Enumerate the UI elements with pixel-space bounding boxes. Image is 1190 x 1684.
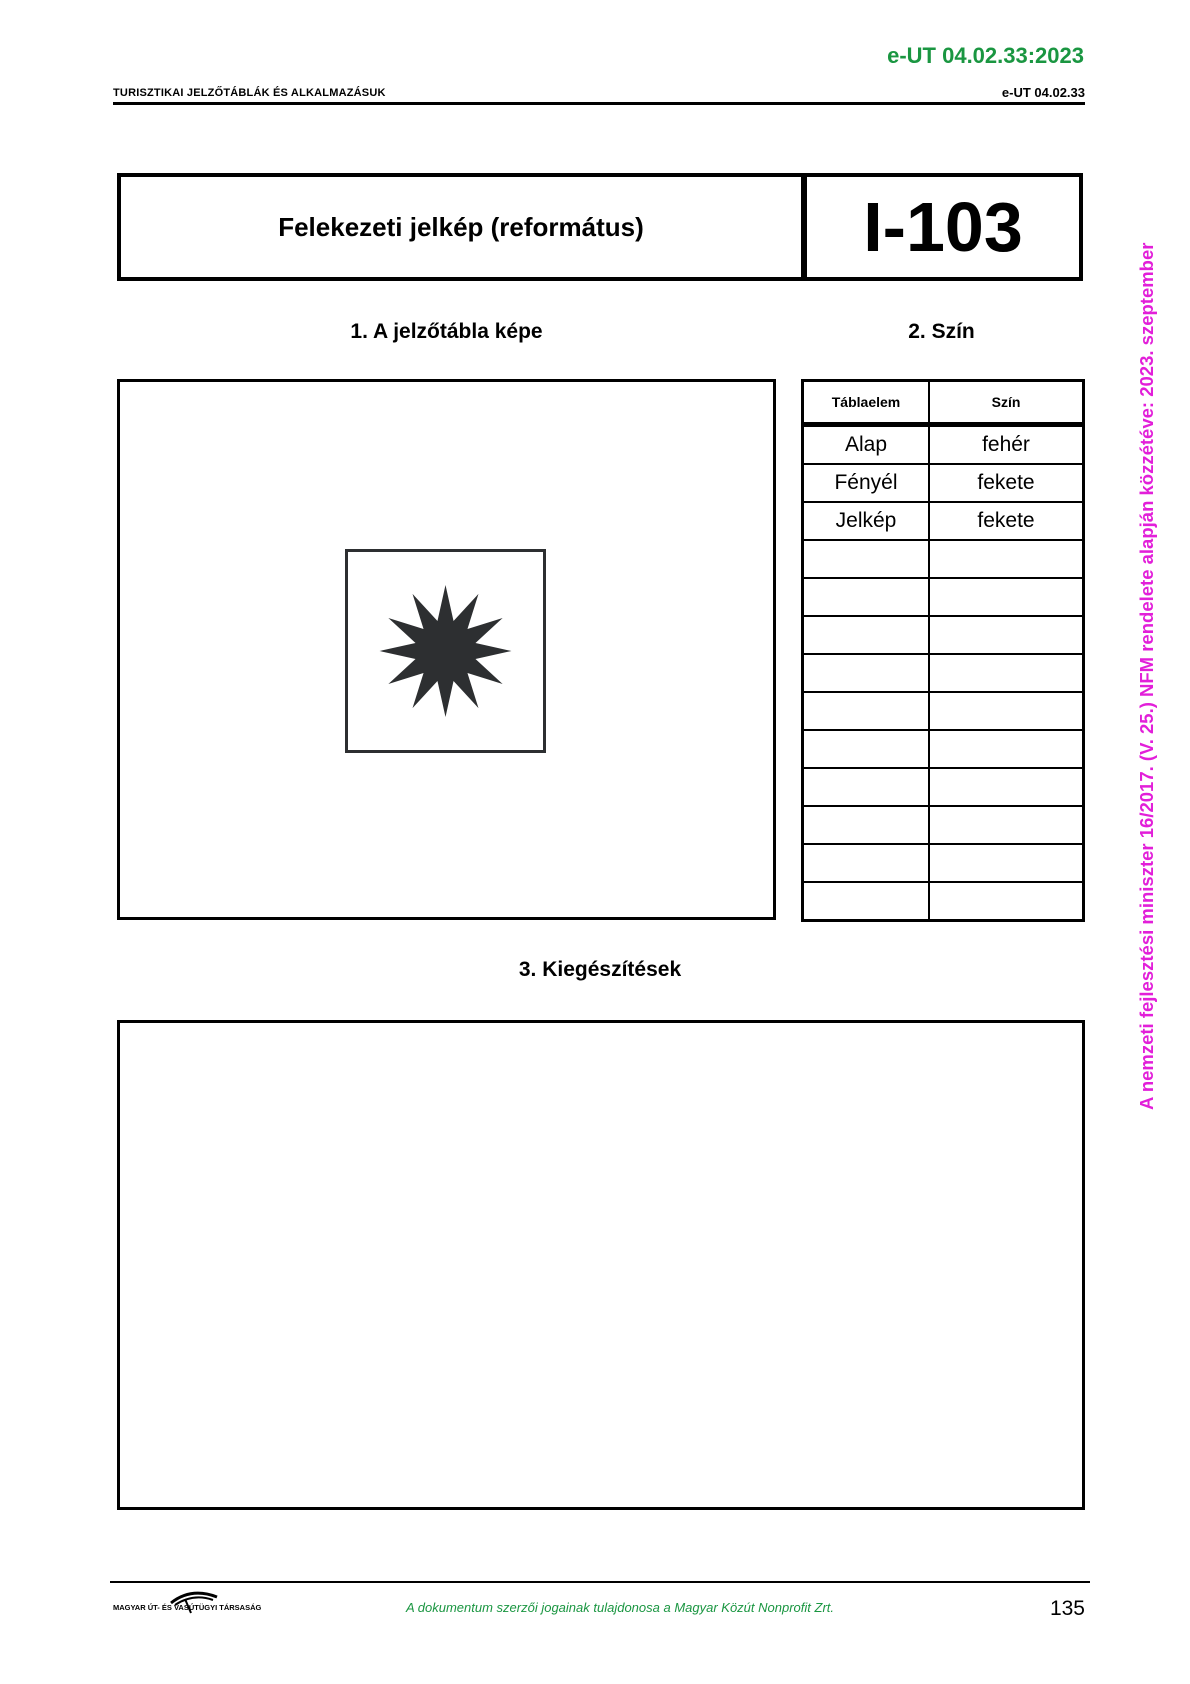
header-rule [113,102,1085,105]
color-table-row [803,425,1084,465]
color-table-cell-color [929,806,1084,844]
color-table-cell-color [929,540,1084,578]
section-heading-sign-image: 1. A jelzőtábla képe [350,320,543,343]
sign-plate [345,549,546,753]
color-table-cell-element: Alap [803,425,930,465]
color-table-row [803,692,1084,730]
supplements-box [117,1020,1085,1510]
publication-side-note: A nemzeti fejlesztési miniszter 16/2017. (V. 25.) NFM rendelete alapján közzétéve: 2023. szeptember [1136,242,1157,1110]
section-heading-supplements: 3. Kiegészítések [518,958,682,981]
document-code: e-UT 04.02.33:2023 [887,43,1084,68]
sign-title-box [117,173,1083,281]
color-table-row [803,806,1084,844]
copyright-notice: A dokumentum szerzői jogainak tulajdonosa a Magyar Közút Nonprofit Zrt. [405,1600,834,1615]
color-table-cell-color [929,654,1084,692]
color-table-cell-element [803,844,930,882]
color-table-header-row [803,381,1084,425]
color-table-cell-color [929,768,1084,806]
color-table-cell-element [803,692,930,730]
color-table-row [803,616,1084,654]
organization-logo-text: MAGYAR ÚT- ÉS VASÚTÜGYI TÁRSASÁG [113,1603,262,1612]
color-table-cell-color: fekete [929,502,1084,540]
sign-code: I-103 [863,188,1023,266]
color-table-cell-element [803,730,930,768]
color-table-cell-element: Fényél [803,464,930,502]
color-table-row [803,882,1084,921]
twelve-point-star-icon [348,552,543,750]
color-table-cell-element [803,768,930,806]
sign-name: Felekezeti jelkép (református) [121,177,807,277]
color-table [801,379,1085,922]
color-table-cell-color: fekete [929,464,1084,502]
color-table-row [803,540,1084,578]
running-header-title: TURISZTIKAI JELZŐTÁBLÁK ÉS ALKALMAZÁSUK [113,87,386,99]
color-table-row [803,578,1084,616]
running-header-code: e-UT 04.02.33 [1001,85,1085,100]
color-table-row [803,768,1084,806]
color-table-row [803,844,1084,882]
color-table-cell-element [803,806,930,844]
section-heading-color: 2. Szín [908,320,975,343]
color-table-row [803,654,1084,692]
color-table-row [803,464,1084,502]
sign-image-panel [117,379,776,920]
color-table-cell-color [929,882,1084,921]
color-table-cell-color [929,730,1084,768]
color-table-cell-color [929,616,1084,654]
color-table-cell-color [929,844,1084,882]
color-table-cell-color: fehér [929,425,1084,465]
color-table-row [803,730,1084,768]
color-table-cell-element [803,616,930,654]
color-table-cell-element: Jelkép [803,502,930,540]
color-table-cell-element [803,882,930,921]
color-table-header-element: Táblaelem [803,381,930,425]
color-table-cell-element [803,654,930,692]
color-table-cell-color [929,578,1084,616]
color-table-cell-element [803,578,930,616]
color-table-row [803,502,1084,540]
color-table-header-color: Szín [929,381,1084,425]
page-number: 135 [1049,1597,1085,1620]
color-table-cell-color [929,692,1084,730]
color-table-cell-element [803,540,930,578]
